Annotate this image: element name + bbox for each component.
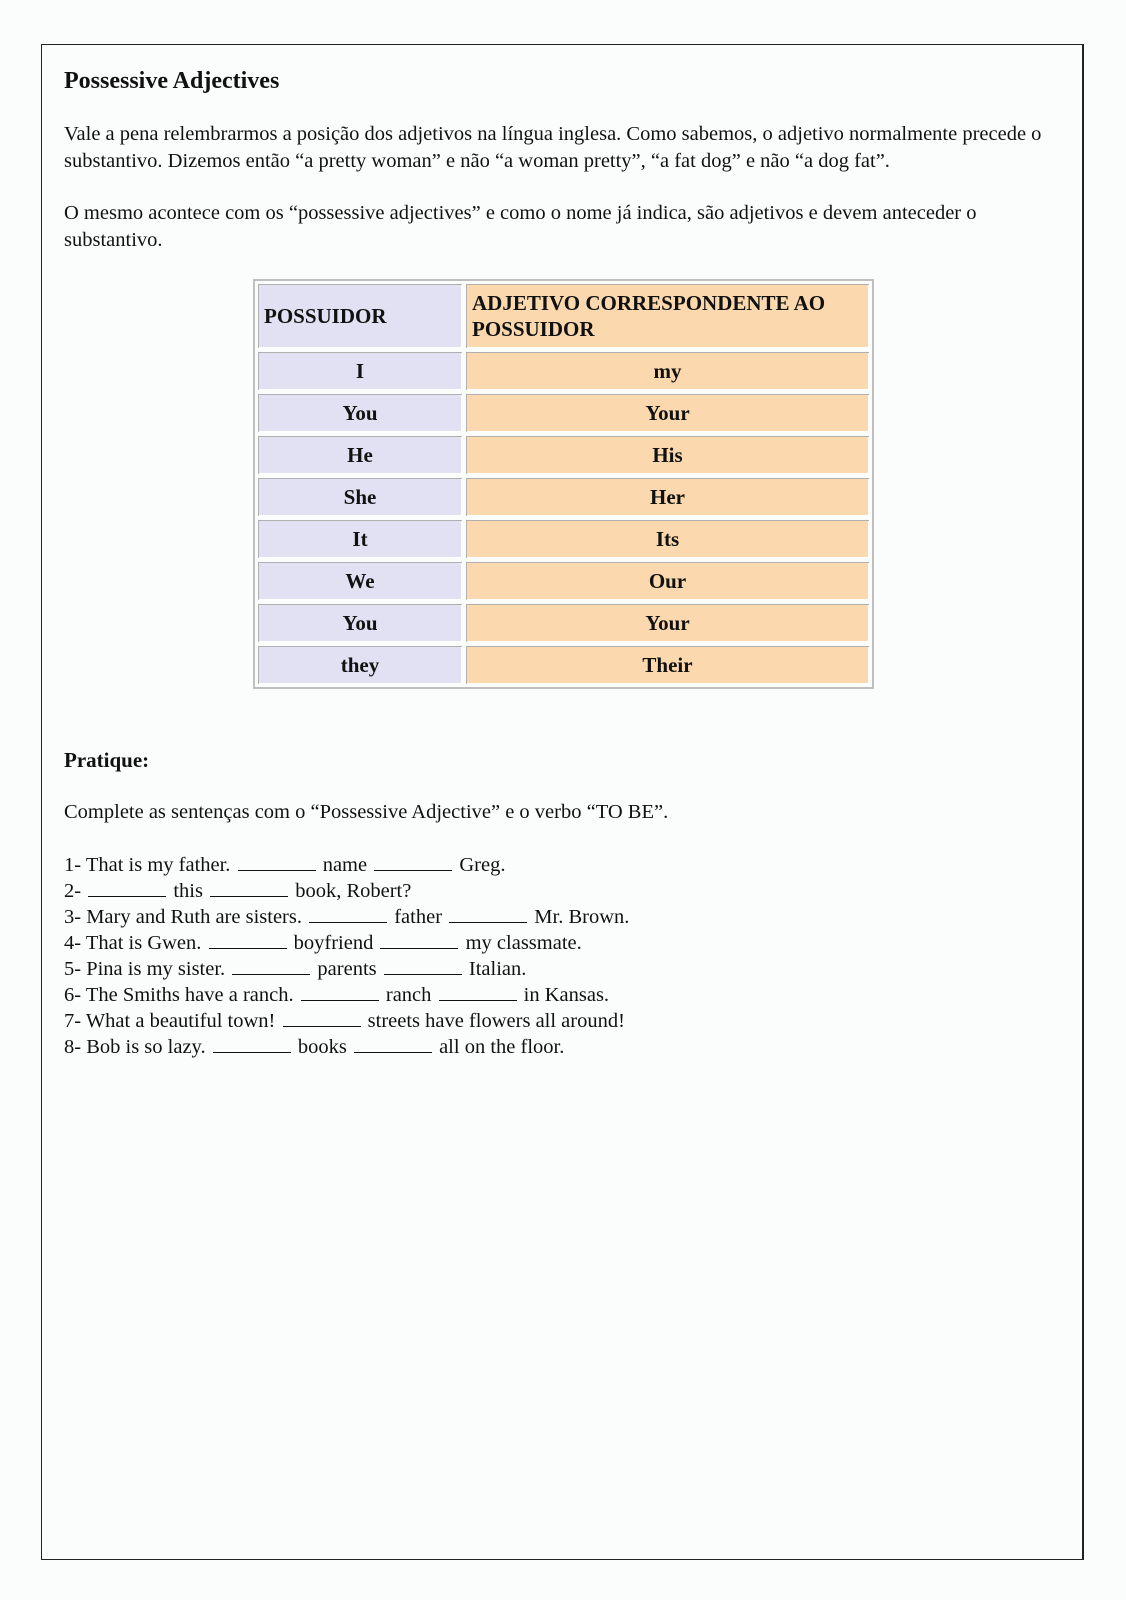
answer-blank[interactable] <box>232 958 310 975</box>
answer-blank[interactable] <box>88 880 166 897</box>
adjective-cell: His <box>462 436 869 474</box>
exercise-line <box>64 956 1064 982</box>
exercise-text: streets have flowers all around! <box>362 1009 625 1032</box>
exercise-text: Mr. Brown. <box>529 905 630 928</box>
exercise-line <box>64 904 1064 930</box>
possessor-cell: You <box>258 394 462 432</box>
answer-blank[interactable] <box>301 984 379 1001</box>
possessive-table <box>258 280 869 688</box>
exercise-line <box>64 930 1064 956</box>
possessor-cell: He <box>258 436 462 474</box>
answer-blank[interactable] <box>380 932 458 949</box>
exercise-text: 8- Bob is so lazy. <box>64 1035 211 1058</box>
adjective-cell: Its <box>462 520 869 558</box>
possessor-cell: they <box>258 646 462 684</box>
practice-instructions: Complete as sentenças com o “Possessive Adjective” e o verbo “TO BE”. <box>64 801 669 823</box>
adjective-cell: Your <box>462 394 869 432</box>
exercise-text: 4- That is Gwen. <box>64 931 207 954</box>
exercise-line <box>64 1034 1064 1060</box>
answer-blank[interactable] <box>283 1010 361 1027</box>
exercise-text: 2- <box>64 879 87 902</box>
answer-blank[interactable] <box>209 932 287 949</box>
possessor-cell: You <box>258 604 462 642</box>
exercise-text: book, Robert? <box>290 879 412 902</box>
answer-blank[interactable] <box>384 958 462 975</box>
exercise-text: 7- What a beautiful town! <box>64 1009 281 1032</box>
possessor-cell: She <box>258 478 462 516</box>
answer-blank[interactable] <box>354 1036 432 1053</box>
exercise-text: boyfriend <box>288 931 379 954</box>
exercise-text: Greg. <box>454 853 506 876</box>
table-row <box>258 562 869 600</box>
exercise-list <box>64 852 1064 1060</box>
answer-blank[interactable] <box>238 854 316 871</box>
table-row <box>258 394 869 432</box>
exercise-text: 6- The Smiths have a ranch. <box>64 983 299 1006</box>
exercise-text: this <box>168 879 209 902</box>
possessive-table-wrapper <box>253 279 874 689</box>
exercise-text: ranch <box>380 983 437 1006</box>
possessor-cell: It <box>258 520 462 558</box>
adjective-cell: Their <box>462 646 869 684</box>
exercise-text: all on the floor. <box>433 1035 565 1058</box>
answer-blank[interactable] <box>210 880 288 897</box>
answer-blank[interactable] <box>449 906 527 923</box>
exercise-text: in Kansas. <box>518 983 610 1006</box>
header-possessor: POSSUIDOR <box>258 284 462 348</box>
possessor-cell: We <box>258 562 462 600</box>
table-row <box>258 520 869 558</box>
adjective-cell: Her <box>462 478 869 516</box>
page-content <box>64 65 1064 1060</box>
answer-blank[interactable] <box>213 1036 291 1053</box>
exercise-text: father <box>389 905 448 928</box>
practice-title: Pratique: <box>64 748 150 772</box>
page-title: Possessive Adjectives <box>64 68 280 94</box>
exercise-text: 5- Pina is my sister. <box>64 957 231 980</box>
answer-blank[interactable] <box>309 906 387 923</box>
table-header-row <box>258 284 869 348</box>
adjective-cell: Our <box>462 562 869 600</box>
intro-paragraph-1: Vale a pena relembrarmos a posição dos adjetivos na língua inglesa. Como sabemos, o adjetivo normalmente precede o substantivo. Dizemos então “a pretty woman” e não “a woman pretty”, “a fat dog” e não “a dog fat”. <box>64 123 1042 172</box>
exercise-text: my classmate. <box>460 931 582 954</box>
answer-blank[interactable] <box>439 984 517 1001</box>
adjective-cell: Your <box>462 604 869 642</box>
exercise-line <box>64 852 1064 878</box>
exercise-text: parents <box>312 957 382 980</box>
header-adjective: ADJETIVO CORRESPONDENTE AO POSSUIDOR <box>462 284 869 348</box>
exercise-text: books <box>292 1035 352 1058</box>
table-row <box>258 646 869 684</box>
possessor-cell: I <box>258 352 462 390</box>
page-frame <box>41 44 1084 1560</box>
exercise-line <box>64 982 1064 1008</box>
exercise-text: Italian. <box>463 957 527 980</box>
answer-blank[interactable] <box>374 854 452 871</box>
exercise-line <box>64 1008 1064 1034</box>
exercise-text: 3- Mary and Ruth are sisters. <box>64 905 308 928</box>
exercise-line <box>64 878 1064 904</box>
exercise-text: name <box>317 853 373 876</box>
table-row <box>258 478 869 516</box>
adjective-cell: my <box>462 352 869 390</box>
exercise-text: 1- That is my father. <box>64 853 236 876</box>
table-row <box>258 436 869 474</box>
table-row <box>258 352 869 390</box>
table-row <box>258 604 869 642</box>
intro-paragraph-2: O mesmo acontece com os “possessive adjectives” e como o nome já indica, são adjetivos e devem anteceder o substantivo. <box>64 202 977 251</box>
